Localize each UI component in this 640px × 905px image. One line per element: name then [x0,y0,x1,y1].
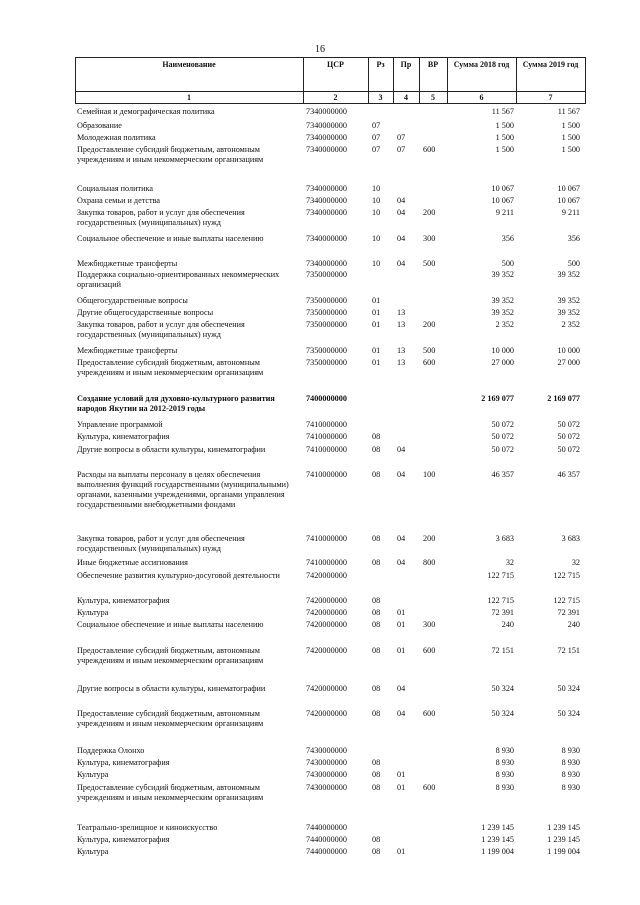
row-pr: 01 [397,847,406,856]
row-sum2018: 39 352 [491,270,514,279]
row-csr: 7420000000 [306,596,347,605]
row-rz: 08 [372,558,381,567]
row-sum2018: 8 930 [495,746,514,755]
row-sum2019: 50 324 [557,709,580,718]
page-number: 16 [315,44,325,55]
row-csr: 7420000000 [306,571,347,580]
row-sum2018: 8 930 [495,758,514,767]
row-name: Поддержка Олонхо [77,746,145,755]
row-vr: 800 [423,558,436,567]
row-sum2018: 11 567 [491,107,514,116]
row-rz: 10 [372,259,381,268]
row-csr: 7340000000 [306,133,347,142]
row-sum2018: 39 352 [491,296,514,305]
row-sum2019: 1 500 [561,145,580,154]
row-csr: 7420000000 [306,646,347,655]
header-num-3: 3 [378,93,383,102]
row-vr: 200 [423,534,436,543]
row-name: Охрана семьи и детства [77,196,161,205]
row-sum2018: 1 239 145 [481,835,514,844]
row-csr: 7340000000 [306,184,347,193]
row-csr: 7430000000 [306,746,347,755]
row-sum2019: 2 352 [561,320,580,329]
row-pr: 04 [397,709,406,718]
row-rz: 08 [372,835,381,844]
row-sum2019: 500 [567,259,580,268]
row-sum2018: 500 [501,259,514,268]
row-sum2019: 9 211 [561,208,580,217]
row-name: Предоставление субсидий бюджетным, автономным учреждениям и иным некоммерческим организациям [77,709,264,728]
row-csr: 7350000000 [306,346,347,355]
row-sum2018: 356 [501,234,514,243]
row-sum2019: 39 352 [557,308,580,317]
row-pr: 01 [397,620,406,629]
row-sum2018: 1 500 [495,145,514,154]
row-sum2018: 3 683 [495,534,514,543]
row-vr: 200 [423,320,436,329]
row-name: Межбюджетные трансферты [77,259,178,268]
row-name: Культура, кинематография [77,432,170,441]
row-rz: 07 [372,145,381,154]
row-pr: 01 [397,646,406,655]
row-rz: 01 [372,346,381,355]
row-sum2018: 27 000 [491,358,514,367]
row-sum2019: 1 500 [561,121,580,130]
row-name: Семейная и демографическая политика [77,107,215,116]
row-vr: 500 [423,259,436,268]
row-vr: 500 [423,346,436,355]
row-csr: 7340000000 [306,196,347,205]
row-sum2018: 46 357 [491,470,514,479]
row-sum2019: 1 239 145 [547,823,580,832]
row-csr: 7340000000 [306,107,347,116]
row-rz: 10 [372,234,381,243]
row-rz: 08 [372,770,381,779]
row-rz: 08 [372,758,381,767]
row-csr: 7350000000 [306,296,347,305]
row-csr: 7340000000 [306,208,347,217]
row-sum2019: 122 715 [553,596,580,605]
row-rz: 08 [372,445,381,454]
row-pr: 13 [397,358,406,367]
row-pr: 04 [397,470,406,479]
row-sum2019: 122 715 [553,571,580,580]
row-vr: 300 [423,234,436,243]
row-sum2018: 1 500 [495,133,514,142]
header-sum2018: Сумма 2018 год [453,60,510,69]
row-name: Социальная политика [77,184,153,193]
row-csr: 7430000000 [306,770,347,779]
row-csr: 7340000000 [306,259,347,268]
row-csr: 7420000000 [306,684,347,693]
row-rz: 08 [372,684,381,693]
row-csr: 7410000000 [306,470,347,479]
row-rz: 08 [372,596,381,605]
row-name: Культура, кинематография [77,596,170,605]
row-csr: 7350000000 [306,320,347,329]
header-num-7: 7 [548,93,553,102]
row-csr: 7420000000 [306,620,347,629]
header-vr: ВР [427,60,439,69]
header-name: Наименование [162,60,216,69]
row-sum2019: 8 930 [561,758,580,767]
row-sum2019: 8 930 [561,783,580,792]
row-rz: 08 [372,608,381,617]
row-name: Культура [77,608,109,617]
row-rz: 08 [372,534,381,543]
row-csr: 7340000000 [306,121,347,130]
row-vr: 300 [423,620,436,629]
row-sum2018: 122 715 [487,596,514,605]
row-sum2018: 50 072 [491,432,514,441]
row-rz: 07 [372,133,381,142]
row-pr: 13 [397,308,406,317]
row-csr: 7410000000 [306,534,347,543]
row-csr: 7340000000 [306,145,347,154]
row-vr: 100 [423,470,436,479]
row-csr: 7340000000 [306,234,347,243]
header-pr: Пр [400,60,412,69]
row-name: Закупка товаров, работ и услуг для обеспечения государственных (муниципальных) нужд [77,320,245,339]
row-rz: 10 [372,208,381,217]
row-name: Культура, кинематография [77,835,170,844]
row-pr: 04 [397,234,406,243]
row-sum2019: 1 500 [561,133,580,142]
header-sum2019: Сумма 2019 год [522,60,579,69]
row-sum2019: 8 930 [561,770,580,779]
row-name: Культура [77,770,109,779]
row-sum2018: 8 930 [495,770,514,779]
row-rz: 08 [372,620,381,629]
row-sum2019: 356 [567,234,580,243]
row-csr: 7430000000 [306,783,347,792]
row-name: Другие вопросы в области культуры, кинематографии [77,445,266,454]
row-vr: 600 [423,145,436,154]
row-name: Предоставление субсидий бюджетным, автономным учреждениям и иным некоммерческим организациям [77,646,264,665]
row-csr: 7410000000 [306,432,347,441]
row-csr: 7420000000 [306,709,347,718]
row-sum2019: 8 930 [561,746,580,755]
row-rz: 08 [372,709,381,718]
row-rz: 08 [372,783,381,792]
row-name: Создание условий для духовно-культурного развития народов Якутии на 2012-2019 годы [77,394,275,413]
row-sum2018: 9 211 [495,208,514,217]
row-rz: 10 [372,196,381,205]
header-rz: Рз [376,60,385,69]
row-pr: 01 [397,770,406,779]
row-csr: 7440000000 [306,835,347,844]
row-name: Культура [77,847,109,856]
row-rz: 10 [372,184,381,193]
row-name: Театрально-зрелищное и киноискусство [77,823,218,832]
row-sum2019: 72 151 [557,646,580,655]
row-sum2018: 1 199 004 [481,847,514,856]
row-sum2019: 240 [567,620,580,629]
row-sum2018: 50 072 [491,445,514,454]
row-rz: 07 [372,121,381,130]
row-sum2019: 1 199 004 [547,847,580,856]
header-num-2: 2 [333,93,338,102]
row-name: Социальное обеспечение и иные выплаты населению [77,234,264,243]
row-sum2019: 10 000 [557,346,580,355]
row-csr: 7350000000 [306,270,347,279]
row-pr: 01 [397,783,406,792]
row-sum2018: 32 [505,558,514,567]
row-sum2018: 1 239 145 [481,823,514,832]
row-sum2018: 10 067 [491,196,514,205]
row-sum2019: 39 352 [557,270,580,279]
row-name: Межбюджетные трансферты [77,346,178,355]
row-pr: 01 [397,608,406,617]
row-pr: 04 [397,684,406,693]
row-name: Общегосударственные вопросы [77,296,188,305]
row-name: Обеспечение развития культурно-досуговой деятельности [77,571,280,580]
row-csr: 7440000000 [306,847,347,856]
row-rz: 01 [372,308,381,317]
row-rz: 08 [372,646,381,655]
row-name: Образование [77,121,122,130]
row-name: Предоставление субсидий бюджетным, автономным учреждениям и иным некоммерческим организациям [77,145,264,164]
row-sum2019: 3 683 [561,534,580,543]
header-num-6: 6 [479,93,484,102]
row-name: Закупка товаров, работ и услуг для обеспечения государственных (муниципальных) нужд [77,534,245,553]
row-pr: 04 [397,196,406,205]
row-sum2019: 72 391 [557,608,580,617]
row-rz: 01 [372,358,381,367]
row-name: Иные бюджетные ассигнования [77,558,188,567]
row-sum2019: 2 169 077 [547,394,580,403]
row-csr: 7420000000 [306,608,347,617]
row-pr: 04 [397,558,406,567]
row-sum2019: 50 324 [557,684,580,693]
row-rz: 08 [372,432,381,441]
row-name: Расходы на выплаты персоналу в целях обеспечения выполнения функций государственными (муниципальными) органами, казенными учреждениями, органами управления государственными внебюджетными фондами [77,470,289,509]
header-csr: ЦСР [327,60,344,69]
row-name: Предоставление субсидий бюджетным, автономным учреждениям и иным некоммерческим организациям [77,783,264,802]
row-name: Социальное обеспечение и иные выплаты населению [77,620,264,629]
row-sum2019: 32 [571,558,580,567]
row-pr: 04 [397,534,406,543]
row-pr: 04 [397,208,406,217]
row-sum2018: 72 391 [491,608,514,617]
row-csr: 7350000000 [306,308,347,317]
row-csr: 7410000000 [306,558,347,567]
row-vr: 600 [423,709,436,718]
row-sum2018: 10 067 [491,184,514,193]
row-csr: 7410000000 [306,445,347,454]
row-sum2018: 10 000 [491,346,514,355]
row-sum2019: 39 352 [557,296,580,305]
row-vr: 600 [423,783,436,792]
row-vr: 600 [423,358,436,367]
row-sum2019: 50 072 [557,445,580,454]
row-name: Управление программой [77,420,163,429]
header-num-1: 1 [187,93,191,102]
row-csr: 7400000000 [306,394,347,403]
row-sum2019: 10 067 [557,196,580,205]
table-header [75,57,586,104]
row-name: Предоставление субсидий бюджетным, автономным учреждениям и иным некоммерческим организациям [77,358,264,377]
row-sum2019: 11 567 [557,107,580,116]
row-pr: 04 [397,259,406,268]
row-csr: 7410000000 [306,420,347,429]
row-rz: 01 [372,296,381,305]
row-sum2019: 46 357 [557,470,580,479]
row-rz: 08 [372,470,381,479]
row-csr: 7350000000 [306,358,347,367]
row-sum2018: 50 324 [491,684,514,693]
row-pr: 13 [397,320,406,329]
row-rz: 01 [372,320,381,329]
row-sum2018: 122 715 [487,571,514,580]
row-name: Молодежная политика [77,133,156,142]
row-sum2018: 72 151 [491,646,514,655]
row-sum2018: 8 930 [495,783,514,792]
row-sum2018: 50 072 [491,420,514,429]
row-name: Закупка товаров, работ и услуг для обеспечения государственных (муниципальных) нужд [77,208,245,227]
row-pr: 07 [397,133,406,142]
row-vr: 200 [423,208,436,217]
row-sum2019: 27 000 [557,358,580,367]
row-sum2019: 1 239 145 [547,835,580,844]
row-sum2018: 39 352 [491,308,514,317]
row-sum2019: 50 072 [557,420,580,429]
row-csr: 7430000000 [306,758,347,767]
row-csr: 7440000000 [306,823,347,832]
row-sum2018: 2 169 077 [481,394,514,403]
row-sum2018: 2 352 [495,320,514,329]
row-pr: 04 [397,445,406,454]
row-rz: 08 [372,847,381,856]
row-sum2019: 50 072 [557,432,580,441]
row-pr: 13 [397,346,406,355]
row-sum2019: 10 067 [557,184,580,193]
row-name: Поддержка социально-ориентированных некоммерческих организаций [77,270,280,289]
header-num-5: 5 [431,93,435,102]
row-vr: 600 [423,646,436,655]
row-name: Другие вопросы в области культуры, кинематографии [77,684,266,693]
header-num-4: 4 [404,93,408,102]
row-sum2018: 240 [501,620,514,629]
row-sum2018: 1 500 [495,121,514,130]
row-name: Культура, кинематография [77,758,170,767]
row-pr: 07 [397,145,406,154]
row-name: Другие общегосударственные вопросы [77,308,214,317]
row-sum2018: 50 324 [491,709,514,718]
